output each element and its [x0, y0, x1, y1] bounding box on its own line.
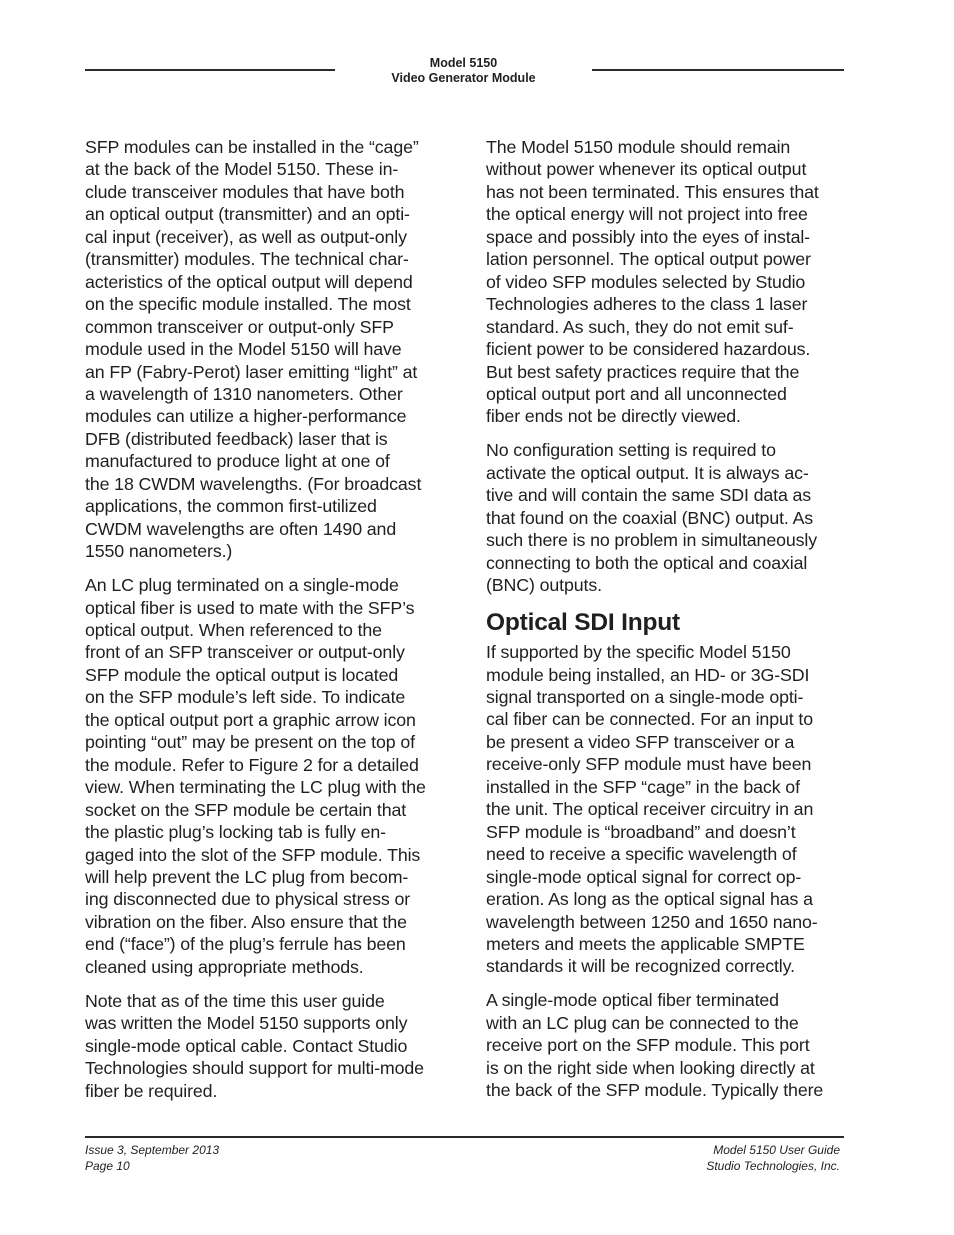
- text-line: will help prevent the LC plug from becom-: [85, 867, 409, 887]
- text-line: manufactured to produce light at one of: [85, 451, 390, 472]
- body-paragraph: [486, 439, 848, 596]
- text-line: receive-only SFP module must have been: [486, 754, 812, 775]
- header-title: Video Generator Module: [391, 71, 536, 85]
- body-paragraph: [486, 989, 848, 1101]
- text-line: The Model 5150 module should remain: [486, 137, 791, 157]
- text-line: the optical energy will not project into free: [486, 204, 808, 225]
- text-line: front of an SFP transceiver or output-only: [85, 642, 405, 663]
- text-line: common transceiver or output-only SFP: [85, 316, 394, 337]
- body-paragraph: [85, 136, 449, 563]
- footer-issue: Issue 3, September 2013: [85, 1143, 220, 1157]
- header-rule-left: [85, 69, 335, 71]
- right-column: [486, 136, 848, 1113]
- text-line: end (“face”) of the plug’s ferrule has been: [85, 934, 406, 955]
- text-line: lation personnel. The optical output power: [486, 249, 811, 270]
- text-line: of video SFP modules selected by Studio: [486, 271, 806, 292]
- text-line: ing disconnected due to physical stress or: [85, 889, 411, 910]
- text-line: cleaned using appropriate methods.: [85, 956, 364, 977]
- body-paragraph: [85, 990, 449, 1102]
- section-heading: Optical SDI Input: [486, 609, 680, 637]
- footer-page-number: Page 10: [85, 1158, 130, 1173]
- text-line: fiber ends not be directly viewed.: [486, 406, 741, 427]
- text-line: No configuration setting is required to: [486, 440, 776, 461]
- text-line: is on the right side when looking directly at: [486, 1057, 815, 1078]
- text-line: Technologies adheres to the class 1 laser: [486, 294, 808, 315]
- text-line: pointing “out” may be present on the top of: [85, 732, 415, 753]
- text-line: standard. As such, they do not emit suf-: [486, 316, 794, 337]
- footer-left: [85, 1143, 219, 1174]
- text-line: the module. Refer to Figure 2 for a detailed: [85, 754, 419, 775]
- text-line: need to receive a specific wavelength of: [486, 844, 797, 865]
- text-line: tive and will contain the same SDI data as: [486, 485, 812, 506]
- text-line: the optical output port a graphic arrow icon: [85, 709, 416, 730]
- text-line: be present a video SFP transceiver or a: [486, 731, 795, 752]
- text-line: SFP module the optical output is located: [85, 664, 399, 685]
- text-line: an FP (Fabry-Perot) laser emitting “light” at: [85, 361, 418, 382]
- text-line: socket on the SFP module be certain that: [85, 799, 407, 820]
- text-line: DFB (distributed feedback) laser that is: [85, 428, 388, 449]
- text-line: such there is no problem in simultaneously: [486, 530, 817, 551]
- left-column: [85, 136, 449, 1114]
- text-line: Note that as of the time this user guide: [85, 990, 385, 1011]
- text-line: meters and meets the applicable SMPTE: [486, 933, 805, 954]
- text-line: that found on the coaxial (BNC) output. As: [486, 507, 814, 528]
- text-line: view. When terminating the LC plug with the: [85, 777, 426, 798]
- text-line: (transmitter) modules. The technical char-: [85, 249, 409, 270]
- text-line: A single-mode optical fiber terminated: [486, 990, 779, 1011]
- text-line: at the back of the Model 5150. These in-: [85, 159, 399, 180]
- text-line: has not been terminated. This ensures that: [486, 181, 819, 202]
- footer-right: [706, 1143, 840, 1174]
- text-line: an optical output (transmitter) and an opti-: [85, 204, 410, 225]
- body-paragraph: [85, 574, 449, 978]
- header-model: Model 5150: [429, 56, 498, 70]
- text-line: the back of the SFP module. Typically there: [486, 1080, 824, 1101]
- text-line: fiber be required.: [85, 1080, 218, 1101]
- text-line: signal transported on a single-mode opti-: [486, 686, 804, 707]
- text-line: on the SFP module’s left side. To indicate: [85, 687, 406, 708]
- text-line: SFP modules can be installed in the “cage”: [85, 137, 419, 157]
- text-line: SFP module is “broadband” and doesn’t: [486, 821, 796, 842]
- text-line: with an LC plug can be connected to the: [486, 1012, 799, 1033]
- text-line: single-mode optical signal for correct op-: [486, 866, 802, 887]
- text-line: standards it will be recognized correctly.: [486, 956, 795, 977]
- text-line: activate the optical output. It is always ac-: [486, 462, 809, 483]
- text-line: module being installed, an HD- or 3G-SDI: [486, 664, 810, 685]
- text-line: the 18 CWDM wavelengths. (For broadcast: [85, 473, 422, 494]
- text-line: connecting to both the optical and coaxial: [486, 552, 808, 573]
- text-line: 1550 nanometers.): [85, 541, 233, 562]
- text-line: optical output. When referenced to the: [85, 620, 382, 641]
- text-line: on the specific module installed. The most: [85, 294, 411, 315]
- text-line: CWDM wavelengths are often 1490 and: [85, 518, 397, 539]
- text-line: a wavelength of 1310 nanometers. Other: [85, 383, 403, 404]
- footer-company: Studio Technologies, Inc.: [706, 1158, 840, 1173]
- text-line: cal fiber can be connected. For an input to: [486, 709, 813, 730]
- text-line: the unit. The optical receiver circuitry in an: [486, 799, 814, 820]
- text-line: acteristics of the optical output will depend: [85, 271, 413, 292]
- text-line: An LC plug terminated on a single-mode: [85, 575, 399, 596]
- text-line: modules can utilize a higher-performance: [85, 406, 407, 427]
- text-line: installed in the SFP “cage” in the back of: [486, 776, 800, 797]
- text-line: optical fiber is used to mate with the SFP’s: [85, 597, 415, 618]
- text-line: optical output port and all unconnected: [486, 383, 787, 404]
- text-line: ficient power to be considered hazardous.: [486, 339, 811, 360]
- text-line: space and possibly into the eyes of instal-: [486, 226, 810, 247]
- text-line: gaged into the slot of the SFP module. This: [85, 844, 421, 865]
- right-column-section-body: [486, 641, 848, 1102]
- text-line: applications, the common first-utilized: [85, 496, 377, 517]
- footer-rule: [85, 1136, 844, 1138]
- text-line: without power whenever its optical output: [486, 159, 807, 180]
- body-paragraph: [486, 136, 848, 428]
- text-line: module used in the Model 5150 will have: [85, 339, 402, 360]
- text-line: wavelength between 1250 and 1650 nano-: [486, 911, 818, 932]
- text-line: But best safety practices require that the: [486, 361, 800, 382]
- text-line: If supported by the specific Model 5150: [486, 642, 791, 663]
- text-line: the plastic plug’s locking tab is fully en-: [85, 822, 386, 843]
- text-line: clude transceiver modules that have both: [85, 181, 405, 202]
- text-line: receive port on the SFP module. This port: [486, 1035, 810, 1056]
- body-paragraph: [486, 641, 848, 978]
- header-rule-right: [592, 69, 844, 71]
- right-column-intro: [486, 136, 848, 597]
- text-line: Technologies should support for multi-mode: [85, 1058, 424, 1079]
- text-line: single-mode optical cable. Contact Studio: [85, 1035, 408, 1056]
- running-header: [335, 56, 592, 86]
- text-line: eration. As long as the optical signal has a: [486, 889, 813, 910]
- text-line: (BNC) outputs.: [486, 575, 602, 596]
- text-line: was written the Model 5150 supports only: [85, 1013, 408, 1034]
- footer-guide-title: Model 5150 User Guide: [713, 1143, 840, 1157]
- text-line: vibration on the fiber. Also ensure that the: [85, 911, 407, 932]
- text-line: cal input (receiver), as well as output-only: [85, 226, 407, 247]
